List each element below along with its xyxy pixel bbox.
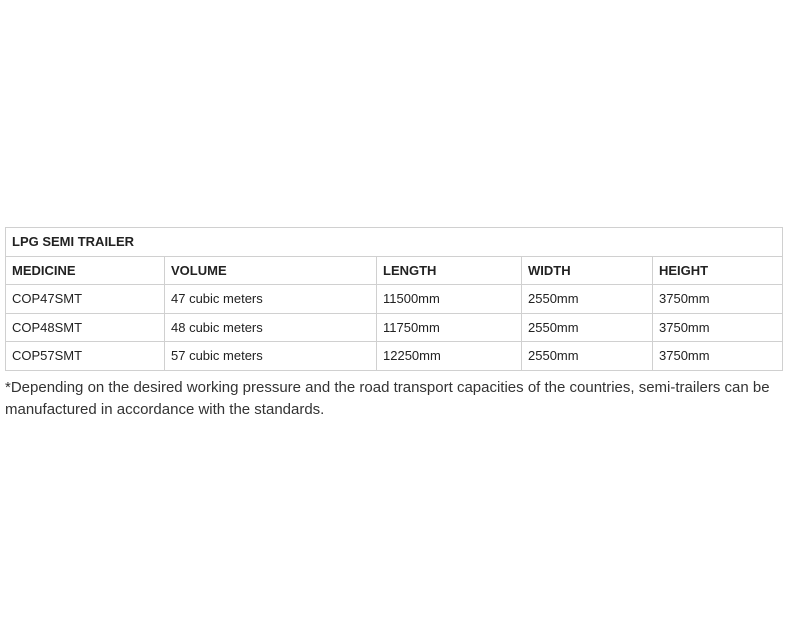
cell-width: 2550mm <box>522 313 653 342</box>
table-title: LPG SEMI TRAILER <box>6 228 783 257</box>
spec-table-container <box>5 227 782 436</box>
column-header-volume: VOLUME <box>165 256 377 285</box>
cell-width: 2550mm <box>522 285 653 314</box>
cell-volume: 48 cubic meters <box>165 313 377 342</box>
cell-model: COP47SMT <box>6 285 165 314</box>
column-header-height: HEIGHT <box>653 256 783 285</box>
cell-model: COP48SMT <box>6 313 165 342</box>
table-header-row <box>6 256 783 285</box>
cell-height: 3750mm <box>653 285 783 314</box>
column-header-width: WIDTH <box>522 256 653 285</box>
cell-height: 3750mm <box>653 342 783 371</box>
cell-model: COP57SMT <box>6 342 165 371</box>
cell-width: 2550mm <box>522 342 653 371</box>
table-row <box>6 342 783 371</box>
cell-volume: 47 cubic meters <box>165 285 377 314</box>
cell-length: 11500mm <box>377 285 522 314</box>
column-header-length: LENGTH <box>377 256 522 285</box>
table-row <box>6 285 783 314</box>
cell-height: 3750mm <box>653 313 783 342</box>
table-title-row <box>6 228 783 257</box>
lpg-semi-trailer-table <box>5 227 783 371</box>
footnote: *Depending on the desired working pressure and the road transport capacities of the countries, semi-trailers can be manufactured in accordance with the standards. <box>5 378 770 418</box>
column-header-medicine: MEDICINE <box>6 256 165 285</box>
cell-volume: 57 cubic meters <box>165 342 377 371</box>
cell-length: 11750mm <box>377 313 522 342</box>
table-row <box>6 313 783 342</box>
cell-length: 12250mm <box>377 342 522 371</box>
